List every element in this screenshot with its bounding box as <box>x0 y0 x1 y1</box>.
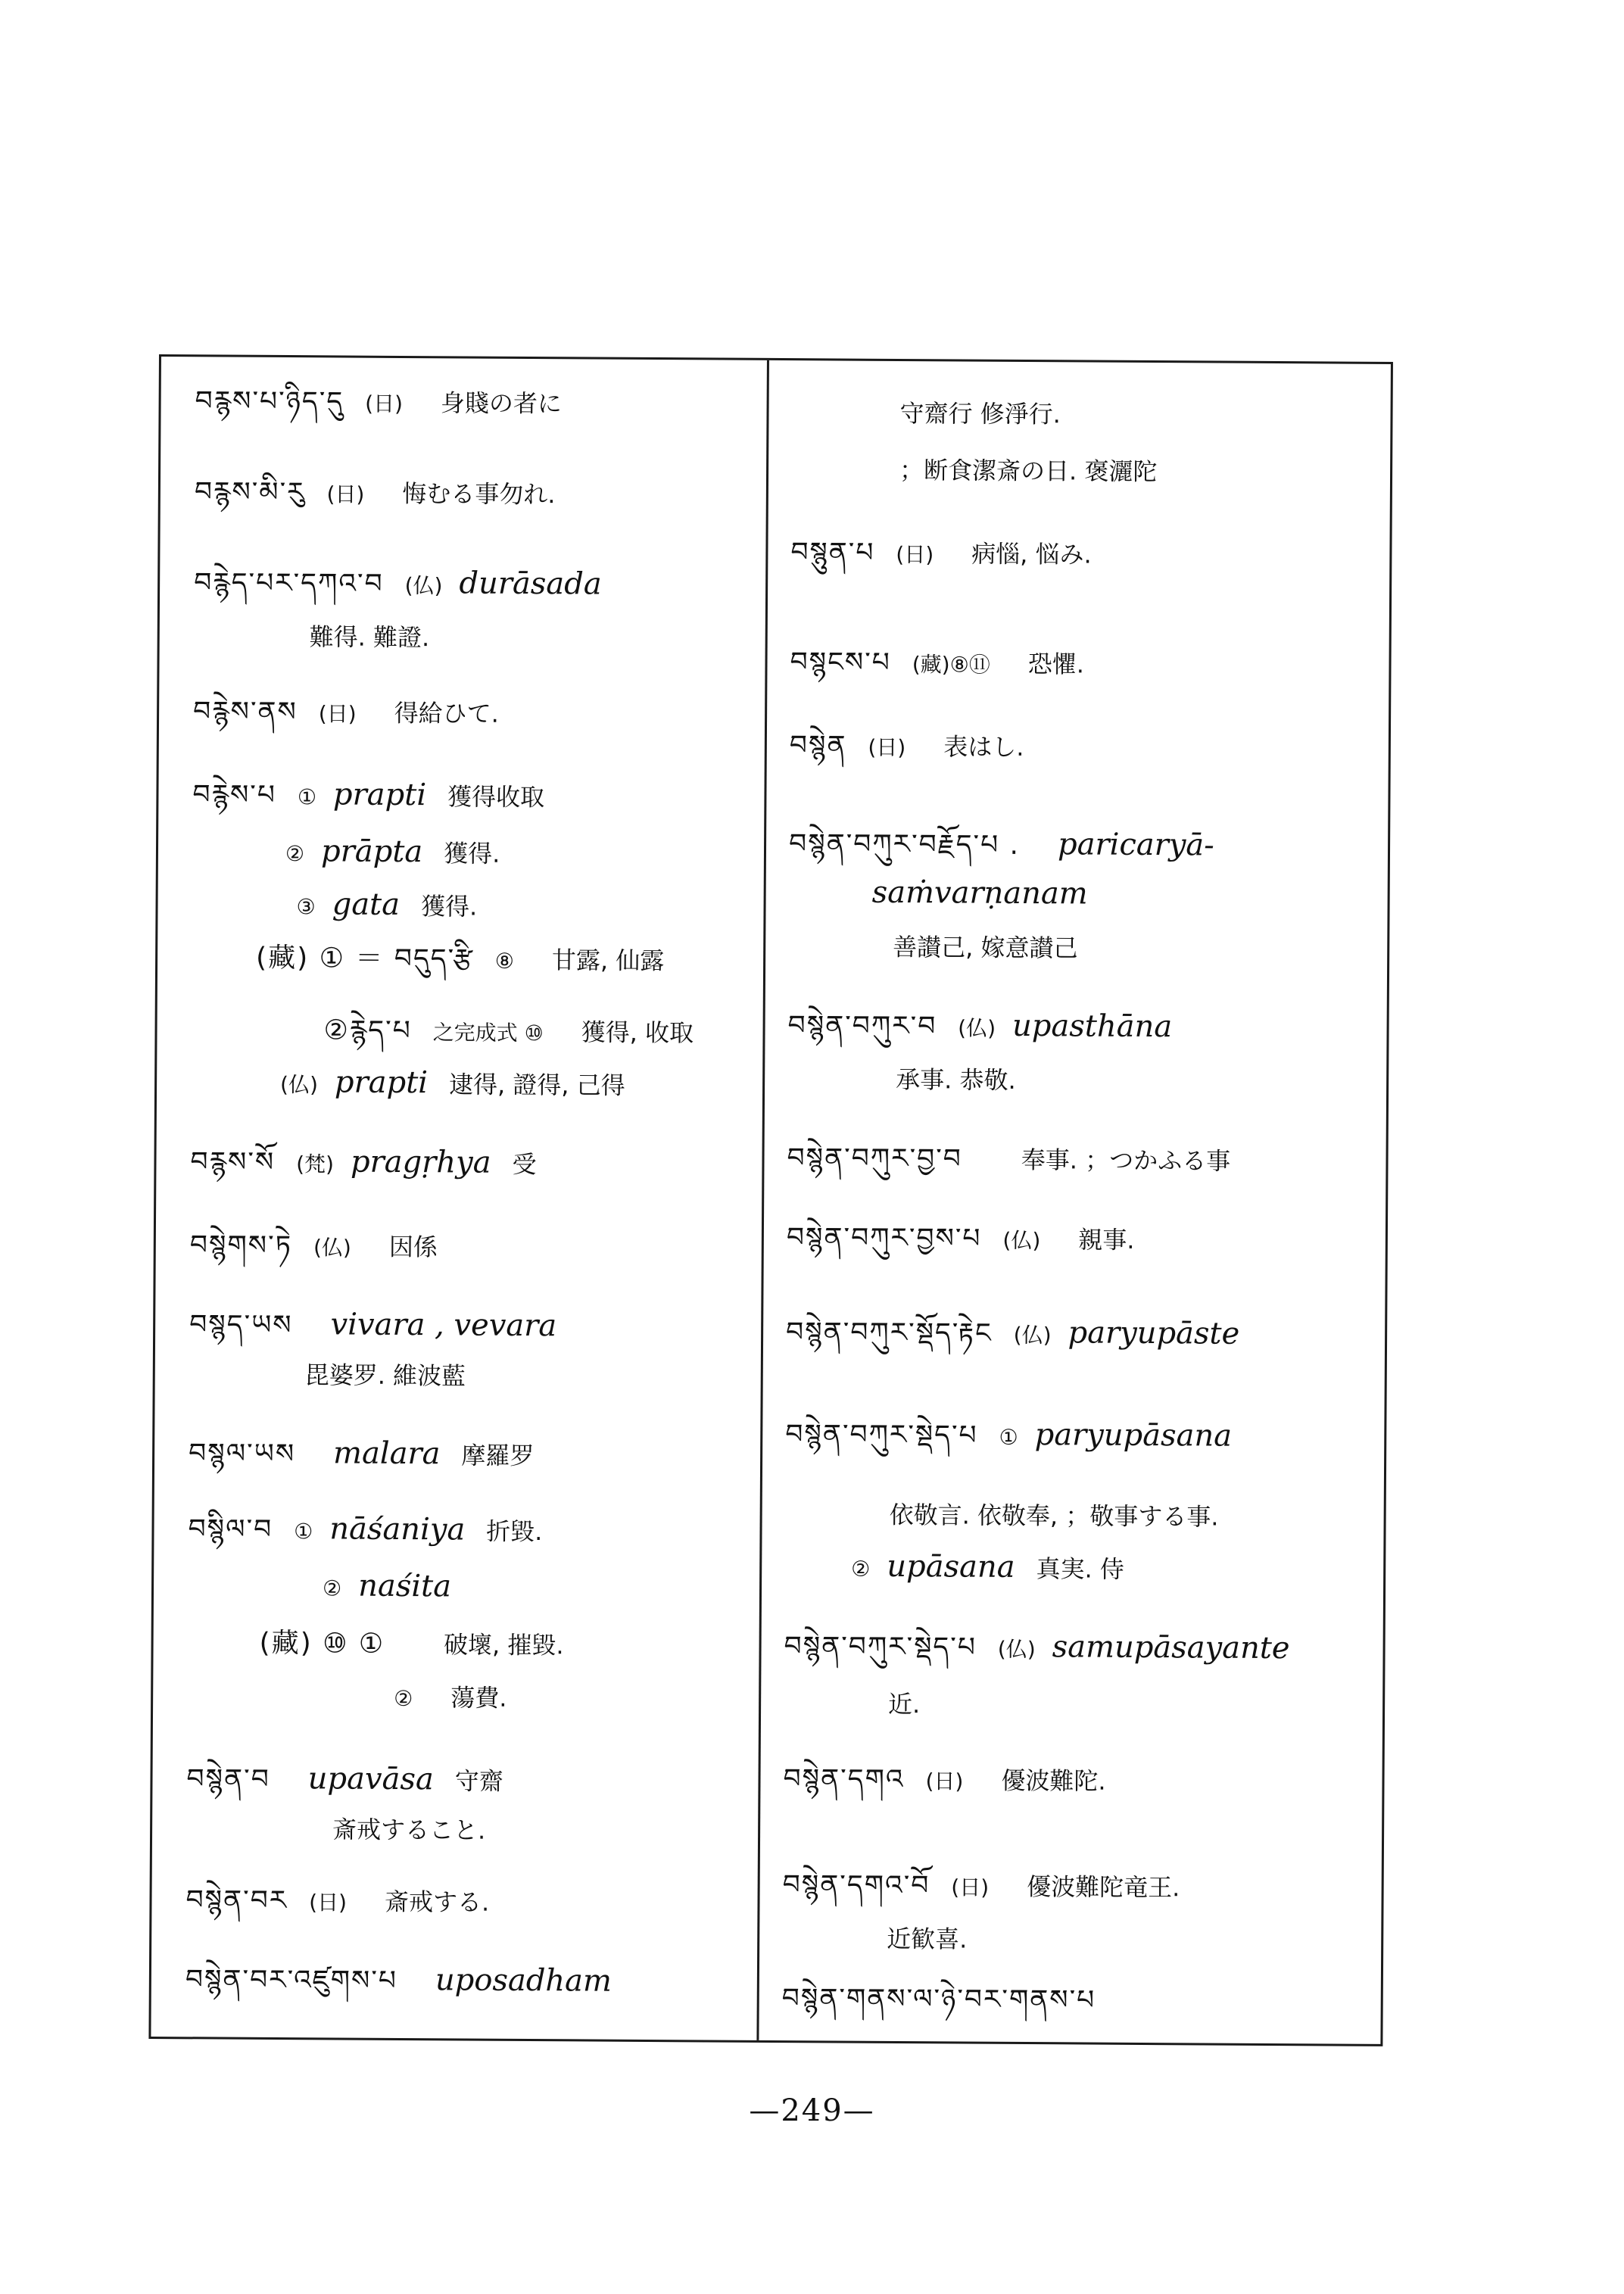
dictionary-frame <box>148 354 1393 2046</box>
entry-line: 善讃己, 嫁意讃己 <box>893 932 1078 963</box>
entry-line: 毘婆罗. 維波藍 <box>304 1361 466 1391</box>
entry-line: 守齋行 修淨行. <box>899 398 1061 429</box>
entry-line: ② upāsana 真実. 侍 <box>851 1548 1125 1585</box>
entry-line: བསྙེན་བཀུར་བ (仏) upasthāna <box>787 1008 1173 1045</box>
entry-line: ；断食潔斎の日. 褒灑陀 <box>899 455 1158 487</box>
entry-line: 承事. 恭敬. <box>896 1064 1016 1095</box>
entry-line: བསྙེན་བཀུར་བྱས་པ (仏) 親事. <box>786 1222 1135 1255</box>
entry-line: བསྙེན་བར (日) 斎戒する. <box>185 1884 490 1917</box>
right-column <box>759 360 1395 2044</box>
entry-line: ② prāpta 獲得. <box>285 834 500 870</box>
entry-line: བསྙེན་བར་འཛུགས་པ uposadham <box>185 1962 613 1999</box>
entry-line: ② naśita <box>322 1568 452 1604</box>
entry-line: 近歓喜. <box>887 1924 968 1954</box>
entry-line: བསྙལ་ཡས malara 摩羅罗 <box>189 1435 535 1472</box>
entry-line: བསྙེན་དགའ (日) 優波難陀. <box>783 1763 1106 1796</box>
entry-line: བརྙས་སོ (梵) pragṛhya 受 <box>190 1144 537 1180</box>
entry-line: བསྙད་ཡས vivara , vevara <box>189 1307 557 1344</box>
entry-line: 斎戒すること. <box>332 1815 486 1845</box>
entry-line: བསྙེན་བཀུར་བྱ་བ 奉事. ；つかふる事 <box>787 1142 1231 1176</box>
entry-line: བསྙེགས་ཏེ (仏) 因係 <box>189 1230 438 1262</box>
entry-line: ② 蕩費. <box>394 1683 507 1713</box>
entry-line: བསྙེན (日) 表はし. <box>789 730 1024 762</box>
entry-line: བརྙས་པ་ཉིད་དུ (日) 身賤の者に <box>195 385 563 419</box>
entry-line: 依敬言. 依敬奉, ；敬事する事. <box>889 1500 1219 1532</box>
entry-line: བསྙེན་དགའ་བོ (日) 優波難陀竜王. <box>782 1869 1180 1903</box>
entry-line: བརྙེས་ནས (日) 得給ひて. <box>192 696 499 728</box>
entry-line: བསྙུན་པ (日) 病惱, 悩み. <box>790 537 1092 569</box>
left-column <box>151 357 767 2040</box>
entry-line: བསྙིལ་བ ① nāśaniya 折毀. <box>188 1511 543 1548</box>
entry-line: བརྙེས་པ ① prapti 獲得收取 <box>192 777 545 813</box>
page-number: —249— <box>749 2093 875 2128</box>
entry-line: (仏) prapti 逮得, 證得, 己得 <box>280 1064 625 1101</box>
entry-line: བརྙས་མི་རུ (日) 悔むる事勿れ. <box>194 476 556 510</box>
entry-line: 近. <box>888 1689 921 1719</box>
entry-line: བསྙེན་བ upavāsa 守齋 <box>186 1761 503 1797</box>
entry-line: (藏) ⑩ ① 破壞, 摧毀. <box>259 1627 564 1660</box>
entry-line: 難得. 難證. <box>309 622 430 653</box>
entry-line: བརྙེད་པར་དཀའ་བ (仏) durāsada <box>194 566 602 602</box>
entry-line: བསྙངས་པ (藏)⑧⑪ 恐懼. <box>790 647 1085 679</box>
entry-line: saṁvarṇanam <box>871 874 1088 912</box>
entry-line: (藏) ① ＝ བདུད་རྩི ⑧ 甘露, 仙露 <box>256 942 665 976</box>
entry-line: ②རྙེད་པ 之完成式 ⑩ 獲得, 收取 <box>323 1015 694 1048</box>
entry-line: ③ gata 獲得. <box>296 887 478 922</box>
entry-line: བསྙེན་བཀུར་སྡེད་པ (仏) samupāsayante <box>784 1629 1290 1666</box>
entry-line: བསྙེན་བཀུར་སྡེད་པ ① paryupāsana <box>785 1417 1233 1454</box>
entry-line: བསྙེན་བཀུར་བརྗོད་པ . paricaryā- <box>788 827 1214 863</box>
entry-line: བསྙེན་གནས་ལ་ཉེ་བར་གནས་པ <box>781 1983 1096 2016</box>
entry-line: བསྙེན་བཀུར་སྡོད་རྟེང (仏) paryupāste <box>786 1315 1240 1351</box>
